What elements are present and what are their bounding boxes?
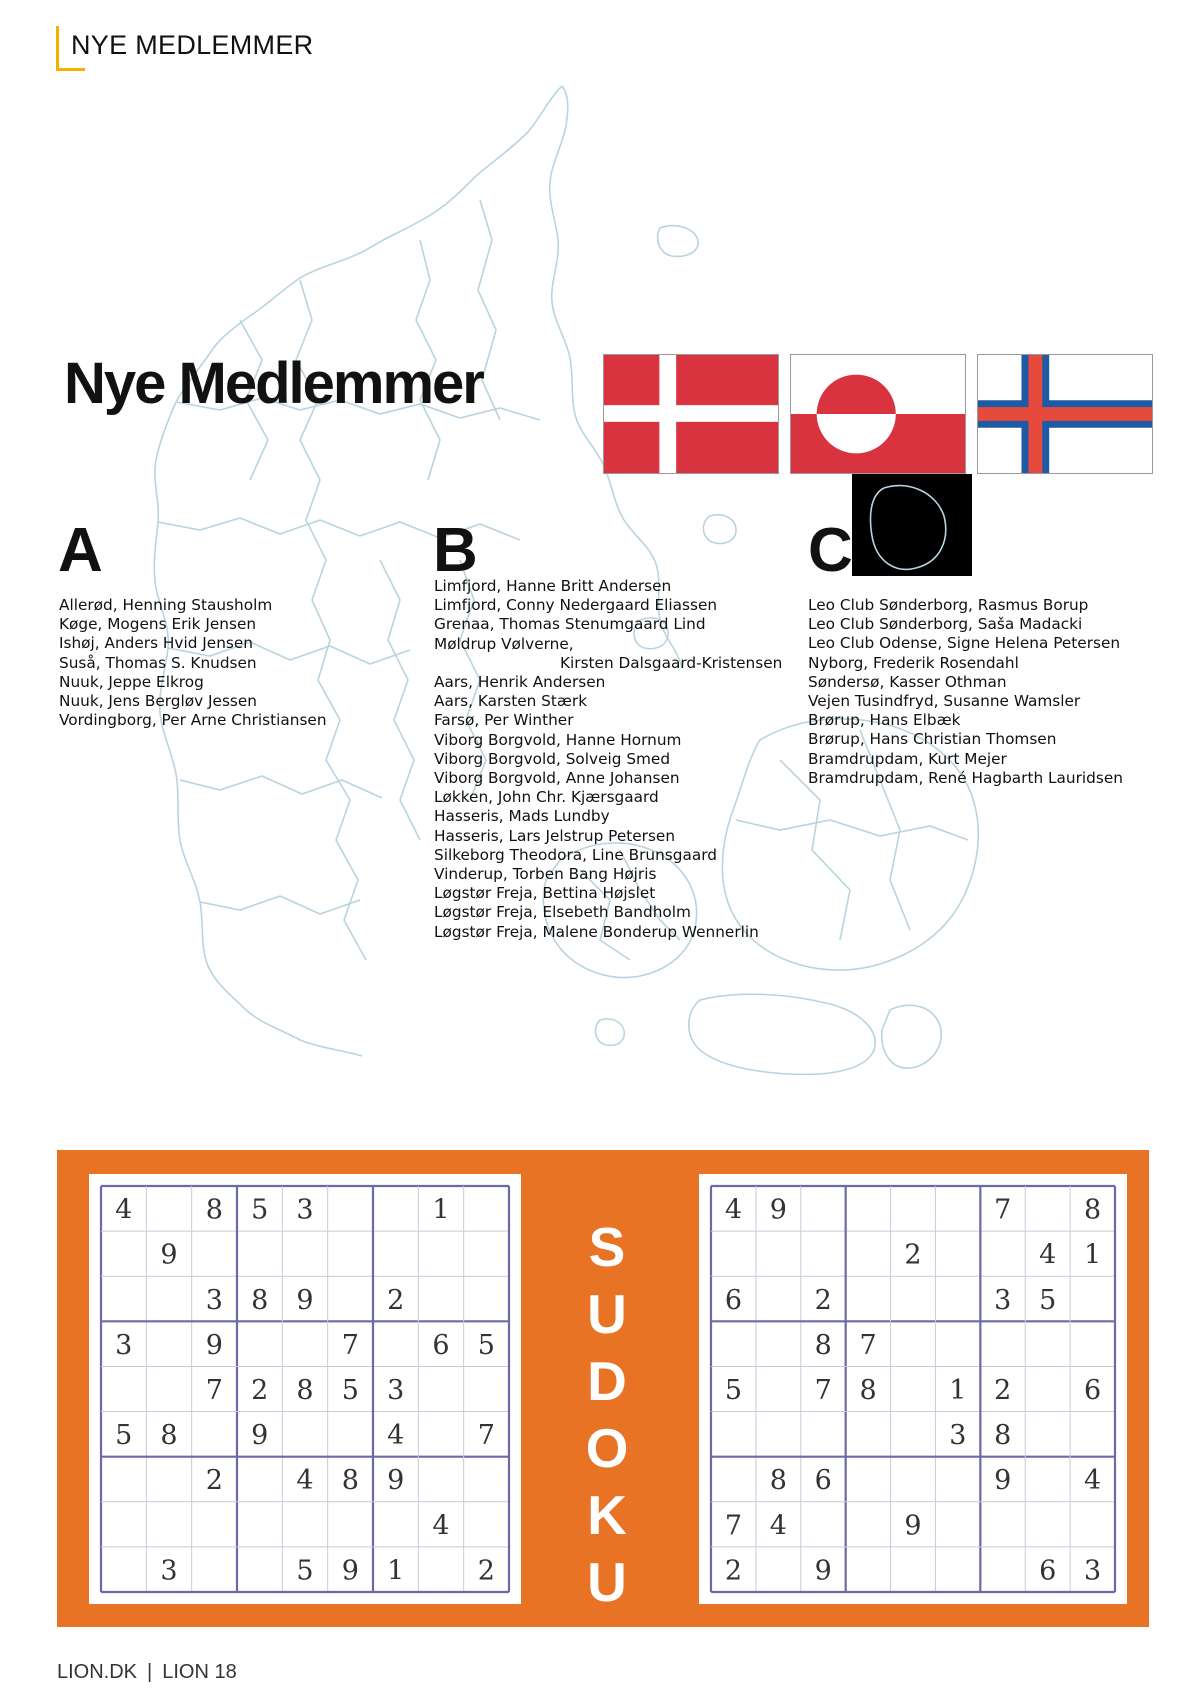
greenland-flag (790, 354, 966, 474)
member-entry: Aars, Henrik Andersen (434, 673, 606, 692)
member-entry: Løgstør Freja, Elsebeth Bandholm (434, 903, 691, 922)
sudoku-word (577, 1214, 637, 1616)
sudoku-given-digit: 8 (859, 1375, 877, 1406)
faroe-islands-flag (977, 354, 1153, 474)
sudoku-letter: S (588, 1216, 626, 1278)
member-entry: Nuuk, Jeppe Elkrog (59, 672, 204, 691)
sudoku-given-digit: 7 (814, 1375, 832, 1406)
sudoku-given-digit: 7 (724, 1510, 743, 1542)
column-letter-b: B (433, 516, 478, 585)
sudoku-given-digit: 8 (1083, 1194, 1102, 1226)
member-entry: Nyborg, Frederik Rosendahl (808, 653, 1019, 672)
sudoku-given-digit: 9 (296, 1284, 314, 1316)
member-entry: Aars, Karsten Stærk (434, 692, 588, 711)
sudoku-given-digit: 9 (769, 1194, 787, 1226)
sudoku-given-digit: 7 (477, 1420, 495, 1452)
sudoku-given-digit: 5 (477, 1329, 495, 1361)
sudoku-puzzle-1 (89, 1174, 521, 1604)
sudoku-given-digit: 1 (432, 1194, 450, 1226)
sudoku-given-digit: 3 (1083, 1555, 1102, 1587)
member-entry: Vordingborg, Per Arne Christiansen (59, 711, 327, 730)
member-entry: Kirsten Dalsgaard-Kristensen (560, 653, 783, 672)
column-letter-a: A (58, 516, 103, 585)
sudoku-given-digit: 9 (160, 1239, 178, 1271)
sudoku-letter: O (585, 1417, 629, 1479)
member-entry: Løkken, John Chr. Kjærsgaard (434, 788, 659, 807)
sudoku-given-digit: 5 (341, 1375, 359, 1406)
member-list-a (59, 596, 327, 730)
sudoku-given-digit: 3 (115, 1329, 133, 1361)
sudoku-given-digit: 5 (724, 1375, 743, 1406)
sudoku-grid (99, 1184, 511, 1594)
footer-site: LION.DK (57, 1661, 138, 1683)
member-entry: Hasseris, Mads Lundby (434, 807, 610, 826)
sudoku-given-digit: 4 (1039, 1239, 1057, 1271)
sudoku-puzzle-2 (699, 1174, 1127, 1604)
member-entry: Viborg Borgvold, Anne Johansen (434, 769, 680, 788)
sudoku-given-digit: 8 (341, 1465, 359, 1497)
sudoku-given-digit: 9 (814, 1555, 832, 1587)
sudoku-given-digit: 2 (205, 1465, 223, 1497)
sudoku-given-digit: 6 (432, 1329, 450, 1361)
member-entry: Limfjord, Hanne Britt Andersen (434, 577, 672, 595)
sudoku-given-digit: 9 (251, 1420, 269, 1452)
sudoku-given-digit: 2 (477, 1555, 495, 1587)
member-entry: Vejen Tusindfryd, Susanne Wamsler (808, 692, 1081, 711)
member-entry: Grenaa, Thomas Stenumgaard Lind (434, 615, 706, 634)
member-entry: Leo Club Sønderborg, Rasmus Borup (808, 596, 1089, 614)
sudoku-given-digit: 8 (205, 1194, 223, 1226)
sudoku-given-digit: 3 (949, 1420, 967, 1452)
sudoku-given-digit: 2 (724, 1555, 743, 1587)
member-entry: Brørup, Hans Elbæk (808, 711, 961, 730)
member-entry: Leo Club Sønderborg, Saša Madacki (808, 615, 1083, 634)
footer (57, 1661, 237, 1684)
sudoku-given-digit: 3 (387, 1375, 405, 1406)
sudoku-given-digit: 2 (994, 1375, 1012, 1406)
sudoku-given-digit: 8 (994, 1420, 1012, 1452)
sudoku-given-digit: 2 (387, 1284, 405, 1316)
sudoku-given-digit: 4 (296, 1465, 314, 1497)
sudoku-given-digit: 6 (1083, 1375, 1102, 1406)
sudoku-given-digit: 2 (251, 1375, 269, 1406)
sudoku-letter: U (587, 1551, 627, 1613)
footer-page: LION 18 (162, 1661, 237, 1683)
member-entry: Søndersø, Kasser Othman (808, 672, 1007, 691)
sudoku-given-digit: 5 (251, 1194, 269, 1226)
sudoku-letter: U (587, 1283, 627, 1345)
member-entry: Brørup, Hans Christian Thomsen (808, 730, 1057, 749)
member-entry: Ishøj, Anders Hvid Jensen (59, 634, 253, 653)
member-entry: Leo Club Odense, Signe Helena Petersen (808, 634, 1121, 653)
section-label: NYE MEDLEMMER (71, 30, 314, 60)
member-list-b (434, 577, 782, 942)
member-entry: Køge, Mogens Erik Jensen (59, 615, 257, 634)
member-entry: Allerød, Henning Stausholm (59, 596, 273, 614)
sudoku-given-digit: 7 (205, 1375, 223, 1406)
member-entry: Løgstør Freja, Malene Bonderup Wennerlin (434, 922, 759, 941)
member-entry: Silkeborg Theodora, Line Brunsgaard (434, 845, 717, 864)
sudoku-panel (57, 1150, 1149, 1627)
member-entry: Hasseris, Lars Jelstrup Petersen (434, 826, 676, 845)
sudoku-given-digit: 2 (814, 1284, 832, 1316)
page-title: Nye Medlemmer (64, 351, 483, 416)
sudoku-given-digit: 8 (296, 1375, 314, 1406)
sudoku-given-digit: 8 (251, 1284, 269, 1316)
sudoku-given-digit: 6 (724, 1284, 743, 1316)
member-entry: Bramdrupdam, René Hagbarth Lauridsen (808, 768, 1123, 787)
member-entry: Limfjord, Conny Nedergaard Eliassen (434, 596, 718, 615)
sudoku-given-digit: 9 (387, 1465, 405, 1497)
sudoku-given-digit: 9 (994, 1465, 1012, 1497)
denmark-flag (603, 354, 779, 474)
sudoku-given-digit: 9 (904, 1510, 922, 1542)
sudoku-letter: K (587, 1484, 627, 1546)
sudoku-given-digit: 8 (160, 1420, 178, 1452)
member-entry: Viborg Borgvold, Hanne Hornum (434, 730, 682, 749)
sudoku-given-digit: 7 (859, 1329, 877, 1361)
footer-separator: | (147, 1661, 153, 1683)
member-entry: Vinderup, Torben Bang Højris (434, 865, 657, 884)
sudoku-given-digit: 6 (814, 1465, 832, 1497)
member-entry: Farsø, Per Winther (434, 711, 574, 730)
sudoku-given-digit: 5 (296, 1555, 314, 1587)
sudoku-given-digit: 9 (341, 1555, 359, 1587)
member-list-c (808, 596, 1123, 788)
member-entry: Løgstør Freja, Bettina Højslet (434, 884, 656, 903)
column-letter-c: C (808, 516, 853, 585)
sudoku-letter: D (587, 1350, 627, 1412)
sudoku-given-digit: 3 (994, 1284, 1012, 1316)
sudoku-given-digit: 9 (205, 1329, 223, 1361)
sudoku-given-digit: 4 (724, 1194, 743, 1226)
sudoku-given-digit: 6 (1039, 1555, 1057, 1587)
sudoku-grid (709, 1184, 1117, 1594)
sudoku-given-digit: 8 (769, 1465, 787, 1497)
member-entry: Møldrup Vølverne, (434, 634, 574, 653)
sudoku-given-digit: 2 (904, 1239, 922, 1271)
sudoku-given-digit: 4 (432, 1510, 450, 1542)
sudoku-given-digit: 3 (296, 1194, 314, 1226)
sudoku-given-digit: 4 (1083, 1465, 1102, 1497)
sudoku-given-digit: 1 (949, 1375, 967, 1406)
sudoku-given-digit: 5 (115, 1420, 133, 1452)
member-entry: Nuuk, Jens Bergløv Jessen (59, 692, 257, 711)
sudoku-given-digit: 4 (769, 1510, 787, 1542)
member-entry: Bramdrupdam, Kurt Mejer (808, 749, 1007, 768)
sudoku-given-digit: 5 (1039, 1284, 1057, 1316)
sudoku-given-digit: 7 (341, 1329, 359, 1361)
member-entry: Suså, Thomas S. Knudsen (59, 653, 257, 672)
sudoku-given-digit: 4 (387, 1420, 405, 1452)
sudoku-given-digit: 1 (1083, 1239, 1102, 1271)
sudoku-given-digit: 7 (994, 1194, 1012, 1226)
member-entry: Viborg Borgvold, Solveig Smed (434, 749, 671, 768)
sudoku-given-digit: 4 (115, 1194, 133, 1226)
sudoku-given-digit: 3 (160, 1555, 178, 1587)
sudoku-given-digit: 3 (205, 1284, 223, 1316)
sudoku-given-digit: 8 (814, 1329, 832, 1361)
sudoku-given-digit: 1 (387, 1555, 405, 1587)
